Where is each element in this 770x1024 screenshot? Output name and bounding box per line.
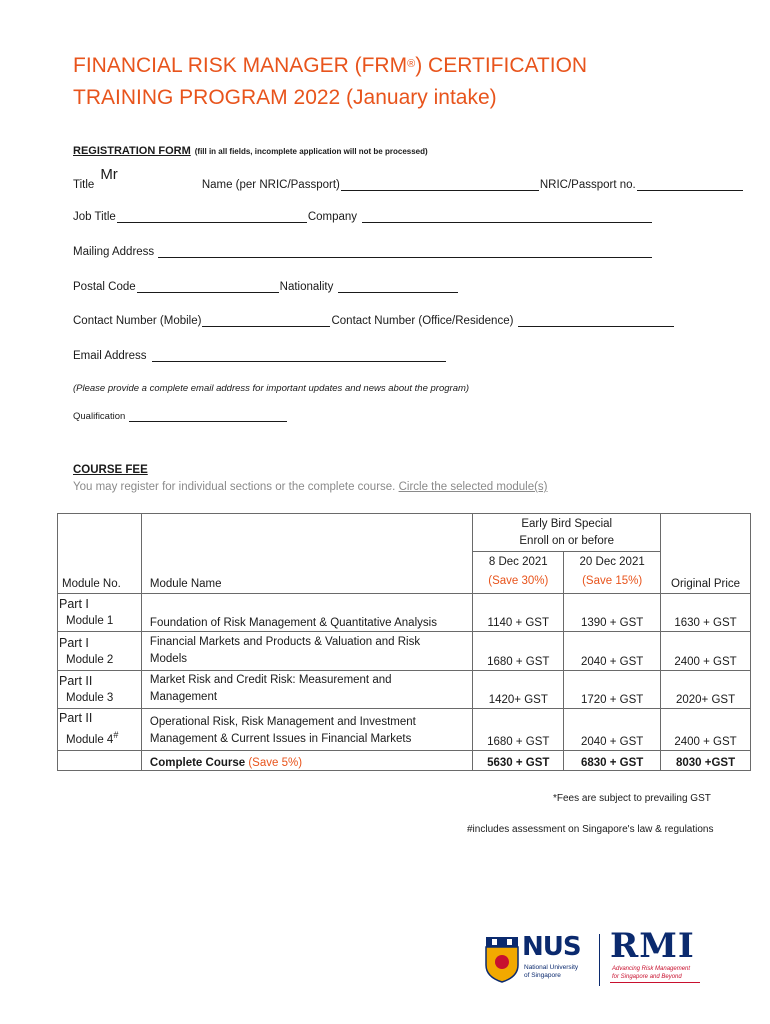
postal-code-field[interactable] [137,281,279,293]
table-row [58,709,751,751]
job-company-row [73,211,653,223]
module-name-cell: Financial Markets and Products & Valuation and Risk Models [141,632,472,671]
email-row [73,350,447,362]
table-row [58,671,751,709]
contact-row [73,315,675,327]
rmi-tagline: Advancing Risk Management for Singapore and Beyond [612,966,691,980]
price-early-1: 1140 + GST [473,594,564,632]
mobile-label: Contact Number (Mobile) [73,315,202,327]
page-title: FINANCIAL RISK MANAGER (FRM®) CERTIFICATION TRAINING PROGRAM 2022 (January intake) [73,54,588,109]
rmi-underline [610,982,700,983]
postal-nationality-row [73,281,459,293]
rmi-wordmark: RMI [610,926,695,966]
price-early-2: 2040 + GST [564,632,661,671]
office-label: Contact Number (Office/Residence) [331,315,514,327]
price-early-2: 2040 + GST [564,709,661,751]
module-cell: Part I Module 2 [58,632,142,671]
price-early-1: 1680 + GST [473,632,564,671]
price-early-1: 1420+ GST [473,671,564,709]
header-module-no: Module No. [58,552,142,594]
title-label: Title [73,179,95,191]
header-date2: 20 Dec 2021 (Save 15%) [564,552,661,594]
job-title-label: Job Title [73,211,116,223]
header-date1: 8 Dec 2021 (Save 30%) [473,552,564,594]
module-cell: Part II Module 3 [58,671,142,709]
price-original: 1630 + GST [661,594,751,632]
email-label: Email Address [73,350,147,362]
mobile-field[interactable] [202,315,330,327]
nationality-label: Nationality [279,281,334,293]
logo-divider [599,934,600,986]
mailing-row [73,246,653,258]
price-original: 2400 + GST [661,709,751,751]
office-field[interactable] [518,315,674,327]
complete-price-original: 8030 +GST [661,750,751,770]
mailing-address-field[interactable] [158,246,652,258]
mailing-address-label: Mailing Address [73,246,155,258]
job-title-field[interactable] [117,211,307,223]
nus-subtitle: National University of Singapore [524,964,579,979]
nus-crest-icon [484,935,520,983]
price-original: 2400 + GST [661,632,751,671]
price-early-2: 1390 + GST [564,594,661,632]
nationality-field[interactable] [338,281,458,293]
module-name-cell: Operational Risk, Risk Management and Investment Management & Current Issues in Financial Markets [141,709,472,751]
postal-code-label: Postal Code [73,281,136,293]
logos [482,926,712,992]
module-cell: Part I Module 1 [58,594,142,632]
module-name-cell: Market Risk and Credit Risk: Measurement and Management [141,671,472,709]
course-fee-heading: COURSE FEE [73,464,148,476]
module-cell: Part II Module 4# [58,709,142,751]
header-original-price: Original Price [661,552,751,594]
registration-heading: REGISTRATION FORM (fill in all fields, incomplete application will not be processed) [73,145,428,157]
company-label: Company [307,211,358,223]
title-name-row [73,166,744,191]
header-module-name: Module Name [141,552,472,594]
table-row [58,594,751,632]
complete-price-early-1: 5630 + GST [473,750,564,770]
title-field[interactable]: Mr [100,166,118,183]
complete-course-label: Complete Course (Save 5%) [141,750,472,770]
nric-field[interactable] [637,179,743,191]
assessment-footnote: #includes assessment on Singapore's law & regulations [467,824,714,835]
email-note: (Please provide a complete email address for important updates and news about the program) [73,383,470,394]
email-field[interactable] [152,350,446,362]
name-label: Name (per NRIC/Passport) [201,179,340,191]
table-row [58,632,751,671]
company-field[interactable] [362,211,652,223]
price-original: 2020+ GST [661,671,751,709]
price-early-1: 1680 + GST [473,709,564,751]
course-fee-instruction: You may register for individual sections or the complete course. Circle the selected module(s) [73,481,548,493]
complete-price-early-2: 6830 + GST [564,750,661,770]
early-bird-header: Early Bird Special Enroll on or before [473,514,661,552]
qualification-label: Qualification [73,411,126,422]
name-field[interactable] [341,179,539,191]
gst-footnote: *Fees are subject to prevailing GST [553,793,711,804]
nric-label: NRIC/Passport no. [539,179,636,191]
qualification-row [73,411,288,422]
qualification-field[interactable] [129,412,287,422]
course-fee-table [57,513,751,771]
price-early-2: 1720 + GST [564,671,661,709]
module-name-cell: Foundation of Risk Management & Quantitative Analysis [141,594,472,632]
complete-course-row [58,750,751,770]
nus-wordmark: NUS [522,932,581,962]
